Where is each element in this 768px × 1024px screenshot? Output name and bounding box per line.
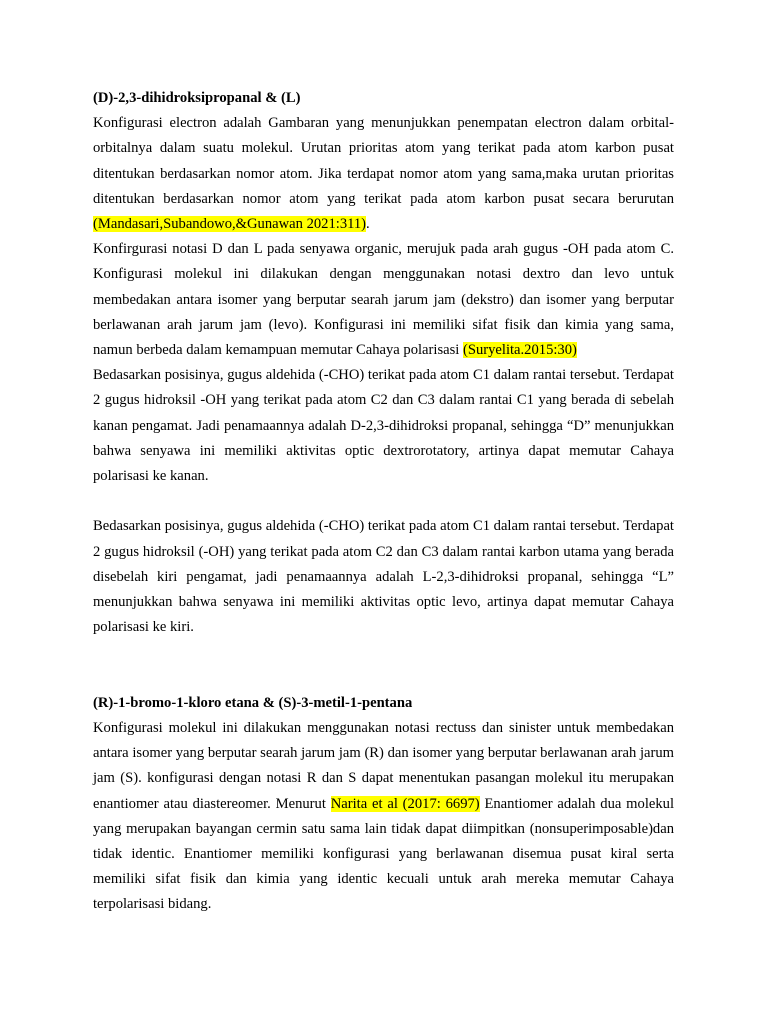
paragraph-text: Enantiomer adalah dua molekul yang merupakan bayangan cermin satu sama lain tidak dapat diimpitkan (nonsuperimposable)dan tidak identic. Enantiomer memiliki konfigurasi yang berlawanan disemua pusat kiral serta memiliki sifat fisik dan kimia yang identic kecuali untuk arah mereka memutar Cahaya terpolarisasi bidang. bbox=[93, 795, 674, 913]
section2-paragraph-1 bbox=[93, 716, 674, 918]
section1-paragraph-1 bbox=[93, 111, 674, 237]
document-page bbox=[93, 86, 674, 918]
citation-highlight: Narita et al (2017: 6697) bbox=[330, 795, 480, 812]
blank-line bbox=[93, 666, 674, 691]
section2-heading: (R)-1-bromo-1-kloro etana & (S)-3-metil-1-pentana bbox=[93, 694, 413, 711]
citation-highlight: (Suryelita.2015:30) bbox=[462, 342, 577, 359]
section1-paragraph-3: Bedasarkan posisinya, gugus aldehida (-CHO) terikat pada atom C1 dalam rantai tersebut. Terdapat 2 gugus hidroksil -OH yang terikat pada atom C2 dan C3 dalam rantai C1 yang berada di sebelah kanan pengamat. Jadi penamaannya adalah D-2,3-dihidroksi propanal, sehingga “D” menunjukkan bahwa senyawa ini memiliki aktivitas optic dextrorotatory, artinya dapat memutar Cahaya polarisasi ke kanan. bbox=[93, 367, 674, 485]
section1-paragraph-4: Bedasarkan posisinya, gugus aldehida (-CHO) terikat pada atom C1 dalam rantai tersebut. Terdapat 2 gugus hidroksil (-OH) yang terikat pada atom C2 dan C3 dalam rantai karbon utama yang berada disebelah kiri pengamat, jadi penamaannya adalah L-2,3-dihidroksi propanal, sehingga “L” menunjukkan bahwa senyawa ini memiliki aktivitas optic levo, artinya dapat memutar Cahaya polarisasi ke kiri. bbox=[93, 518, 674, 636]
section1-paragraph-2 bbox=[93, 237, 674, 363]
paragraph-text: . bbox=[366, 216, 370, 233]
blank-line bbox=[93, 489, 674, 514]
citation-highlight: (Mandasari,Subandowo,&Gunawan 2021:311) bbox=[93, 216, 367, 233]
paragraph-text: Konfigurasi electron adalah Gambaran yang menunjukkan penempatan electron dalam orbital-orbitalnya dalam suatu molekul. Urutan prioritas atom yang terikat pada atom karbon pusat ditentukan berdasarkan nomor atom. Jika terdapat nomor atom yang sama,maka urutan prioritas ditentukan berdasarkan nomor atom yang terikat pada atom karbon pusat secara berurutan bbox=[93, 115, 674, 207]
paragraph-text: Konfirgurasi notasi D dan L pada senyawa organic, merujuk pada arah gugus -OH pada atom C. Konfigurasi molekul ini dilakukan dengan menggunakan notasi dextro dan levo untuk membedakan antara isomer yang berputar searah jarum jam (dekstro) dan isomer yang berputar berlawanan arah jarum jam (levo). Konfigurasi ini memiliki sifat fisik dan kimia yang sama, namun berbeda dalam kemampuan memutar Cahaya polarisasi bbox=[93, 241, 674, 359]
section1-heading: (D)-2,3-dihidroksipropanal & (L) bbox=[93, 90, 301, 106]
blank-line bbox=[93, 640, 674, 665]
paragraph-text: Konfigurasi molekul ini dilakukan menggunakan notasi rectuss dan sinister untuk membedakan antara isomer yang berputar searah jarum jam (R) dan isomer yang berputar berlawanan arah jarum jam (S). konfigurasi dengan notasi R dan S dapat menentukan pasangan molekul itu merupakan enantiomer atau diastereomer. Menurut bbox=[93, 720, 674, 812]
